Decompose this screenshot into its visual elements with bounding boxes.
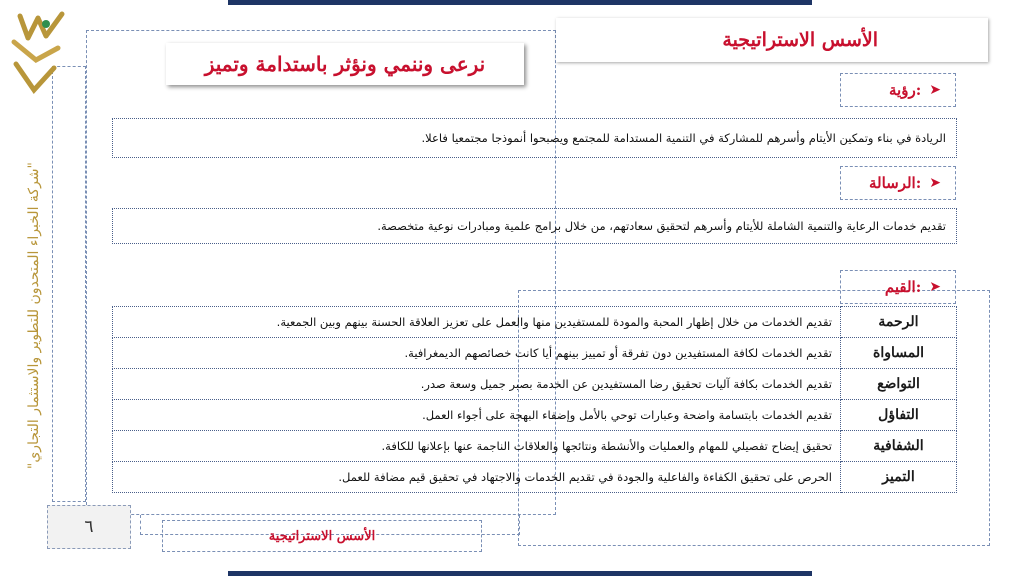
- title-box: [556, 18, 988, 62]
- value-description: تحقيق إيضاح تفصيلي للمهام والعمليات والأنشطة ونتائجها والعلاقات الناجمة عنها بإعلانها للكافة.: [113, 431, 841, 462]
- value-name: الشفافية: [841, 431, 957, 462]
- mission-text-box: [112, 208, 957, 244]
- value-description: تقديم الخدمات بابتسامة واضحة وعبارات توحي بالأمل وإضفاء البهجة على أجواء العمل.: [113, 400, 841, 431]
- arrow-bullet-icon: ➤: [929, 279, 941, 295]
- bottom-bar: [228, 571, 812, 576]
- arrow-bullet-icon: ➤: [929, 82, 941, 98]
- vision-text: الريادة في بناء وتمكين الأيتام وأسرهم للمشاركة في التنمية المستدامة للمجتمع ويصبحوا أنموذجا مجتمعيا فاعلا.: [421, 131, 946, 145]
- company-logo: [6, 8, 72, 100]
- company-name-text: "شركة الخبراء المتحدون للتطوير والاستثمار التجاري": [26, 162, 42, 470]
- value-description: تقديم الخدمات بكافة آليات تحقيق رضا المستفيدين عن الخدمة بصبر جميل وسعة صدر.: [113, 369, 841, 400]
- frame-left-strip: [52, 66, 86, 502]
- table-row: [113, 307, 957, 338]
- vision-label: رؤية:: [889, 81, 922, 99]
- table-row: [113, 462, 957, 493]
- mission-header: [840, 166, 956, 200]
- page-number: ٦: [84, 517, 94, 537]
- value-name: المساواة: [841, 338, 957, 369]
- slogan-box: [166, 43, 524, 85]
- arrow-bullet-icon: ➤: [929, 175, 941, 191]
- mission-label: الرسالة:: [868, 174, 922, 192]
- value-description: الحرص على تحقيق الكفاءة والفاعلية والجودة في تقديم الخدمات والاجتهاد في تحقيق قيم مضافة للعمل.: [113, 462, 841, 493]
- vision-text-box: [112, 118, 957, 158]
- table-row: [113, 369, 957, 400]
- value-name: التفاؤل: [841, 400, 957, 431]
- footer-box: [162, 520, 482, 552]
- table-row: [113, 338, 957, 369]
- page-title: الأسس الاستراتيجية: [722, 29, 878, 51]
- values-label: القيم:: [884, 278, 922, 296]
- slogan-text: نرعى وننمي ونؤثر باستدامة وتميز: [204, 52, 486, 76]
- value-description: تقديم الخدمات من خلال إظهار المحبة والمودة للمستفيدين منها والعمل على تعزيز العلاقة الحسنة بينهم وبين الجمعية.: [113, 307, 841, 338]
- value-description: تقديم الخدمات لكافة المستفيدين دون تفرقة أو تمييز بينهم أيا كانت خصائصهم الديمغرافية.: [113, 338, 841, 369]
- page-number-box: [47, 505, 131, 549]
- values-header: [840, 270, 956, 304]
- value-name: الرحمة: [841, 307, 957, 338]
- mission-text: تقديم خدمات الرعاية والتنمية الشاملة للأيتام وأسرهم لتحقيق سعادتهم، من خلال برامج علمية ومبادرات نوعية متخصصة.: [377, 219, 946, 233]
- vision-header: [840, 73, 956, 107]
- footer-label: الأسس الاستراتيجية: [268, 528, 376, 544]
- value-name: التواضع: [841, 369, 957, 400]
- table-row: [113, 431, 957, 462]
- top-bar: [228, 0, 812, 5]
- company-name: [14, 96, 54, 536]
- values-table: [112, 306, 957, 493]
- table-row: [113, 400, 957, 431]
- value-name: التميز: [841, 462, 957, 493]
